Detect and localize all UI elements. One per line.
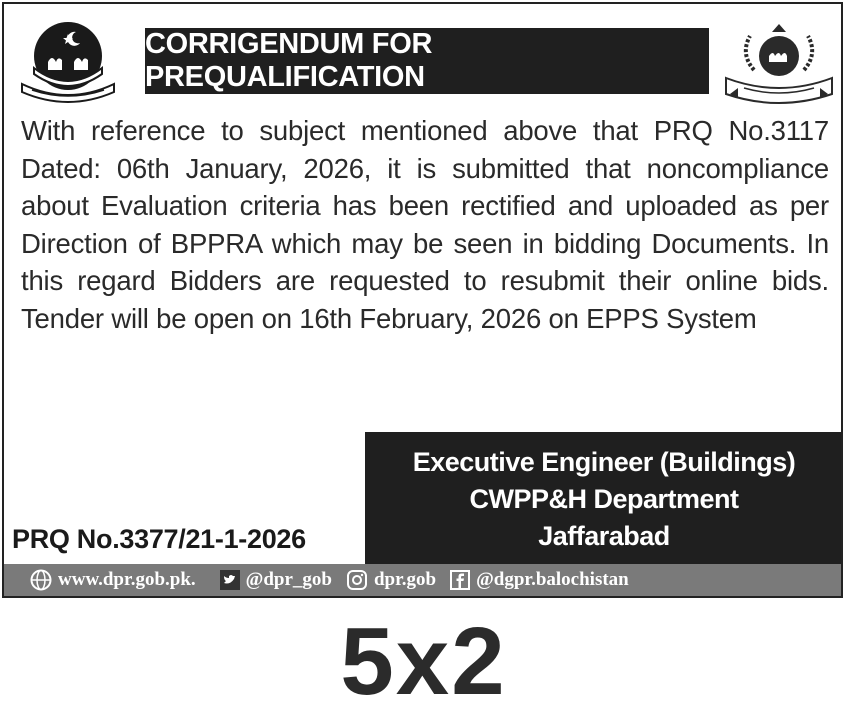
dgpr-emblem-icon <box>720 18 838 108</box>
signature-designation: Executive Engineer (Buildings) <box>412 446 796 477</box>
footer-instagram-text: dpr.gob <box>373 569 437 590</box>
footer-twitter <box>220 569 332 591</box>
ad-size-label: 5x2 <box>340 608 507 715</box>
footer-twitter-text: @dpr_gob <box>245 569 332 590</box>
signature-department: CWPP&H Department <box>469 483 739 514</box>
footer-facebook-text: @dgpr.balochistan <box>476 569 629 590</box>
prq-reference: PRQ No.3377/21-1-2026 <box>12 524 306 554</box>
footer-website <box>30 569 196 591</box>
signature-location: Jaffarabad <box>538 520 670 551</box>
facebook-icon <box>450 570 470 590</box>
footer-website-text: www.dpr.gob.pk. <box>58 569 196 590</box>
advertisement-notice <box>2 2 843 598</box>
globe-icon <box>30 569 52 591</box>
footer-bar <box>4 564 841 596</box>
instagram-icon <box>346 569 368 591</box>
footer-facebook <box>450 569 629 591</box>
twitter-icon <box>220 570 240 590</box>
notice-body: With reference to subject mentioned above that PRQ No.3117 Dated: 06th January, 2026, it is submitted that noncompliance about Evaluation criteria has been rectified and uploaded as per Direction of BPPRA which may be seen in bidding Documents. In this regard Bidders are requested to resubmit their online bids. Tender will be open on 16th February, 2026 on EPPS System <box>21 115 829 334</box>
notice-title: CORRIGENDUM FOR PREQUALIFICATION <box>145 28 709 94</box>
signature-block <box>365 432 843 566</box>
footer-instagram <box>346 569 436 591</box>
balochistan-emblem-icon <box>18 18 118 104</box>
